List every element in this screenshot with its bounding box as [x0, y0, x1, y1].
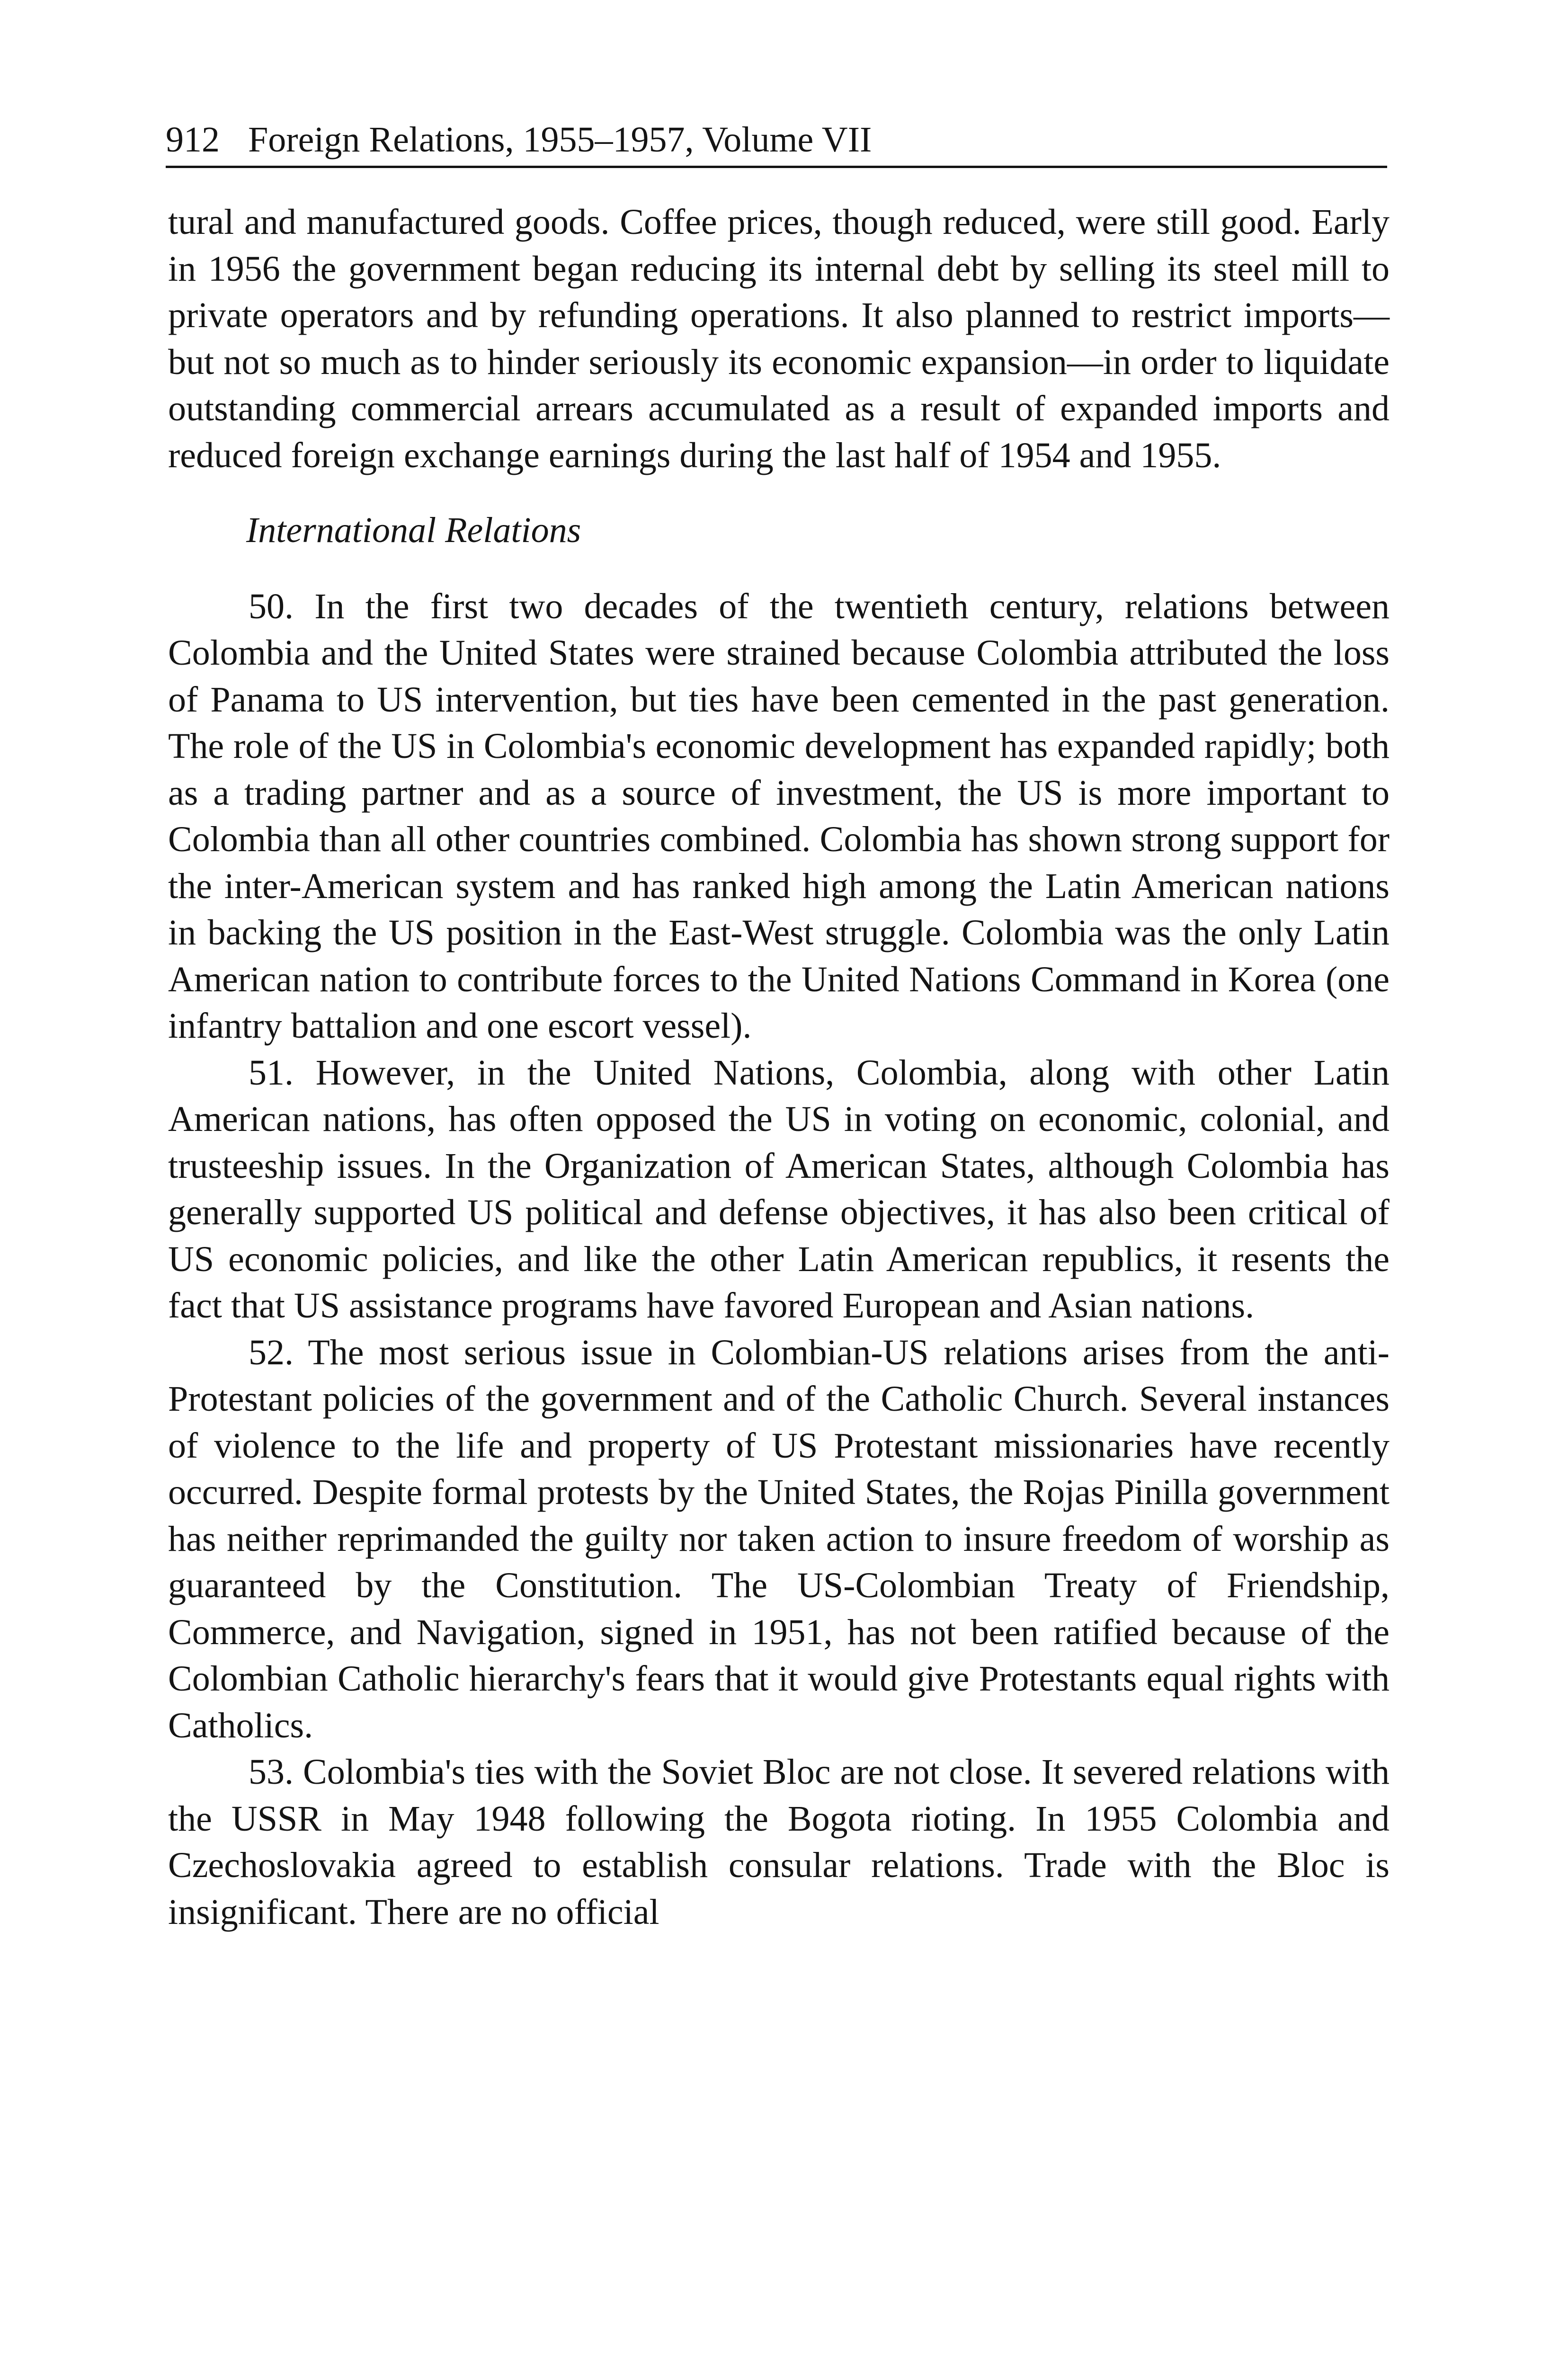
paragraph-51: 51. However, in the United Nations, Colombia, along with other Latin American nations, has often opposed the US in voting on economic, colonial, and trusteeship issues. In the Organization of American States, although Colombia has generally supported US political and defense objectives, it has also been critical of US economic policies, and like the other Latin American republics, it resents the fact that US assistance programs have favored European and Asian nations. — [168, 1052, 1390, 1326]
page-number: 912 — [166, 120, 220, 160]
running-header — [166, 114, 1387, 168]
page-body — [168, 199, 1390, 1935]
paragraph-continuation: tural and manufactured goods. Coffee prices, though reduced, were still good. Early in 1956 the government began reducing its internal debt by selling its steel mill to private operators and by refunding operations. It also planned to restrict imports—but not so much as to hinder seriously its economic expansion—in order to liquidate outstanding commercial arrears accumulated as a result of expanded imports and reduced foreign exchange earnings during the last half of 1954 and 1955. — [168, 202, 1390, 475]
section-heading: International Relations — [246, 510, 581, 550]
paragraph-50: 50. In the first two decades of the twentieth century, relations between Colombia and the United States were strained because Colombia attributed the loss of Panama to US intervention, but ties have been cemented in the past generation. The role of the US in Colombia's economic development has expanded rapidly; both as a trading partner and as a source of investment, the US is more important to Colombia than all other countries combined. Colombia has shown strong support for the inter-American system and has ranked high among the Latin American nations in backing the US position in the East-West struggle. Colombia was the only Latin American nation to contribute forces to the United Nations Command in Korea (one infantry battalion and one escort vessel). — [168, 586, 1390, 1046]
paragraph-52: 52. The most serious issue in Colombian-US relations arises from the anti-Protestant policies of the government and of the Catholic Church. Several instances of violence to the life and property of US Protestant missionaries have recently occurred. Despite formal protests by the United States, the Rojas Pinilla government has neither reprimanded the guilty nor taken action to insure freedom of worship as guaranteed by the Constitution. The US-Colombian Treaty of Friendship, Commerce, and Navigation, signed in 1951, has not been ratified because of the Colombian Catholic hierarchy's fears that it would give Protestants equal rights with Catholics. — [168, 1332, 1390, 1745]
paragraph-53: 53. Colombia's ties with the Soviet Bloc are not close. It severed relations with the USSR in May 1948 following the Bogota rioting. In 1955 Colombia and Czechoslovakia agreed to establish consular relations. Trade with the Bloc is insignificant. There are no official — [168, 1752, 1390, 1932]
running-title: Foreign Relations, 1955–1957, Volume VII — [248, 120, 872, 160]
